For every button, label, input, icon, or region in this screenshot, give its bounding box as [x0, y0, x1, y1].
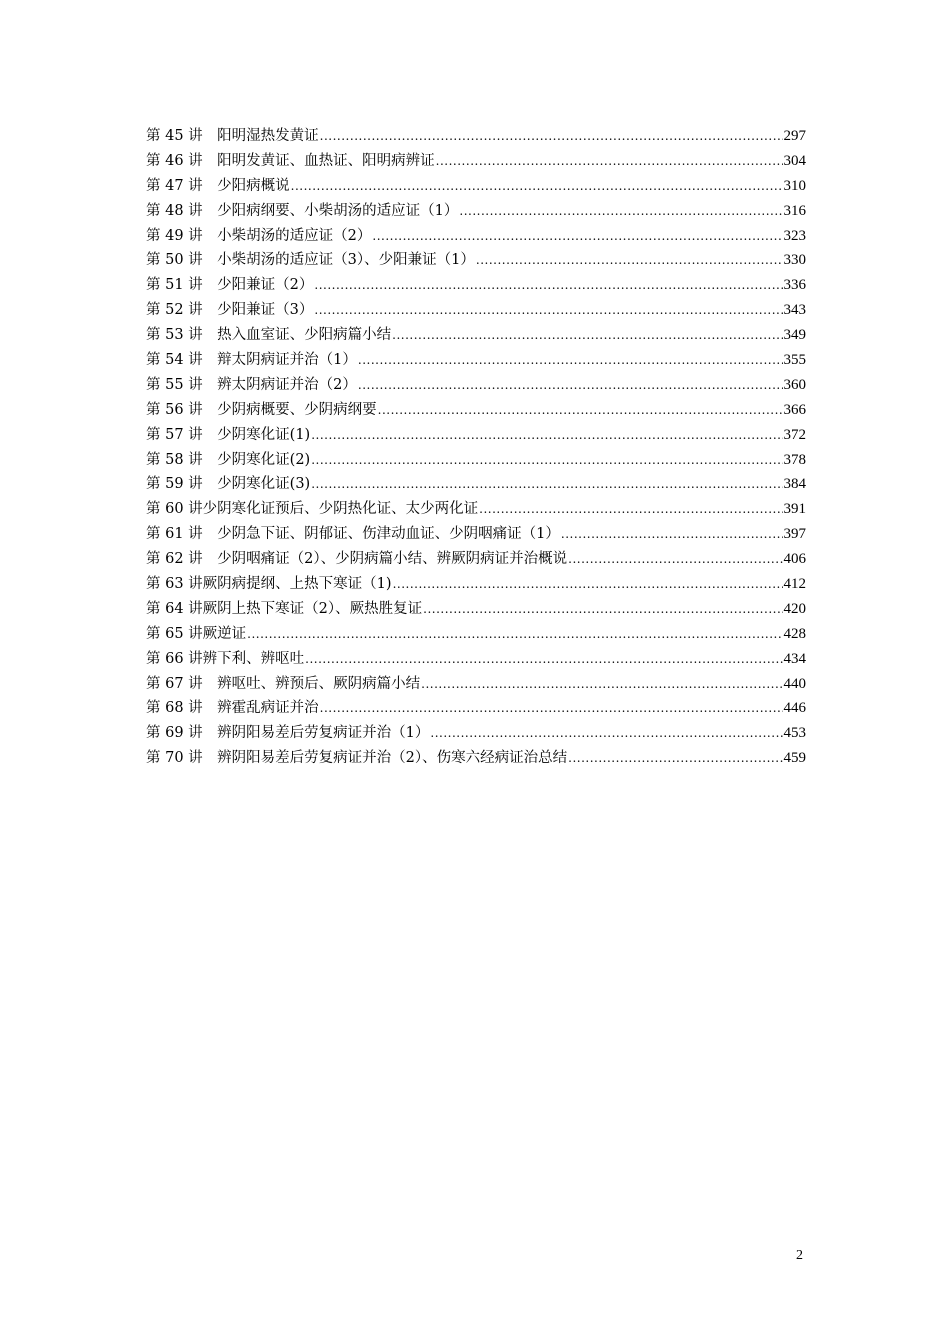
toc-entry-title: 第 48 讲 少阳病纲要、小柴胡汤的适应证（1）	[146, 202, 459, 219]
toc-entry-title: 第 67 讲 辨呕吐、辨预后、厥阴病篇小结	[146, 675, 421, 692]
toc-leader-dots	[358, 348, 783, 373]
toc-entry-title: 第 62 讲 少阴咽痛证（2）、少阴病篇小结、辨厥阴病证并治概说	[146, 551, 568, 568]
toc-entry-title: 第 50 讲 小柴胡汤的适应证（3）、少阳兼证（1）	[146, 252, 475, 269]
toc-leader-dots	[372, 224, 782, 249]
toc-leader-dots	[561, 522, 783, 547]
toc-entry[interactable]	[146, 323, 806, 348]
toc-entry-title: 第 54 讲 辩太阴病证并治（1）	[146, 352, 357, 369]
toc-entry-page: 434	[783, 650, 806, 667]
toc-entry[interactable]	[146, 174, 806, 199]
toc-entry[interactable]	[146, 273, 806, 298]
toc-leader-dots	[320, 696, 783, 721]
toc-leader-dots	[430, 721, 782, 746]
toc-entry[interactable]	[146, 348, 806, 373]
toc-entry[interactable]	[146, 124, 806, 149]
toc-entry-page: 412	[783, 576, 806, 593]
toc-entry[interactable]	[146, 647, 806, 672]
toc-entry-page: 428	[783, 625, 806, 642]
toc-entry-page: 366	[783, 401, 806, 418]
toc-entry-title: 第 46 讲 阳明发黄证、血热证、阳明病辨证	[146, 152, 435, 169]
toc-entry[interactable]	[146, 398, 806, 423]
toc-leader-dots	[247, 622, 782, 647]
toc-entry[interactable]	[146, 472, 806, 497]
toc-entry-page: 397	[783, 526, 806, 543]
toc-entry-page: 384	[783, 476, 806, 493]
toc-entry-title: 第 58 讲 少阴寒化证(2)	[146, 451, 311, 468]
toc-entry-title: 第 61 讲 少阴急下证、阴郁证、伤津动血证、少阴咽痛证（1）	[146, 526, 560, 543]
toc-leader-dots	[314, 298, 782, 323]
toc-entry-page: 420	[783, 600, 806, 617]
toc-entry[interactable]	[146, 721, 806, 746]
toc-entry-page: 330	[783, 252, 806, 269]
toc-entry[interactable]	[146, 373, 806, 398]
toc-entry-title: 第 56 讲 少阴病概要、少阴病纲要	[146, 401, 377, 418]
toc-leader-dots	[423, 597, 782, 622]
toc-leader-dots	[568, 547, 782, 572]
toc-entry[interactable]	[146, 423, 806, 448]
toc-leader-dots	[291, 174, 783, 199]
toc-leader-dots	[314, 273, 782, 298]
toc-entry[interactable]	[146, 224, 806, 249]
toc-leader-dots	[320, 124, 783, 149]
toc-leader-dots	[311, 423, 782, 448]
toc-entry-page: 453	[783, 725, 806, 742]
toc-entry[interactable]	[146, 597, 806, 622]
toc-entry-title: 第 69 讲 辨阴阳易差后劳复病证并治（1）	[146, 725, 430, 742]
toc-leader-dots	[305, 647, 782, 672]
toc-entry-page: 406	[783, 551, 806, 568]
toc-entry-page: 459	[783, 750, 806, 767]
toc-entry[interactable]	[146, 248, 806, 273]
toc-entry-page: 336	[783, 277, 806, 294]
toc-entry-page: 446	[783, 700, 806, 717]
toc-leader-dots	[421, 672, 782, 697]
toc-entry[interactable]	[146, 522, 806, 547]
toc-entry-title: 第 66 讲辨下利、辨呕吐	[146, 650, 305, 667]
toc-entry[interactable]	[146, 746, 806, 771]
toc-entry-page: 355	[783, 352, 806, 369]
toc-entry-page: 343	[783, 302, 806, 319]
toc-entry-title: 第 68 讲 辨霍乱病证并治	[146, 700, 319, 717]
toc-leader-dots	[436, 149, 783, 174]
toc-entry[interactable]	[146, 149, 806, 174]
toc-entry[interactable]	[146, 622, 806, 647]
toc-entry-title: 第 64 讲厥阴上热下寒证（2）、厥热胜复证	[146, 600, 423, 617]
toc-entry-page: 372	[783, 426, 806, 443]
toc-entry-page: 310	[783, 177, 806, 194]
toc-entry[interactable]	[146, 672, 806, 697]
toc-entry-page: 391	[783, 501, 806, 518]
toc-leader-dots	[311, 448, 782, 473]
toc-entry-page: 349	[783, 327, 806, 344]
toc-leader-dots	[358, 373, 783, 398]
toc-entry-title: 第 60 讲少阴寒化证预后、少阴热化证、太少两化证	[146, 501, 479, 518]
toc-entry[interactable]	[146, 199, 806, 224]
toc-leader-dots	[476, 248, 783, 273]
toc-leader-dots	[311, 472, 782, 497]
toc-entry-title: 第 70 讲 辨阴阳易差后劳复病证并治（2）、伤寒六经病证治总结	[146, 750, 568, 767]
toc-entry-page: 323	[783, 227, 806, 244]
toc-entry-title: 第 65 讲厥逆证	[146, 625, 247, 642]
toc-leader-dots	[568, 746, 782, 771]
toc-entry-page: 360	[783, 376, 806, 393]
toc-entry-title: 第 49 讲 小柴胡汤的适应证（2）	[146, 227, 372, 244]
toc-entry-title: 第 63 讲厥阴病提纲、上热下寒证（1)	[146, 576, 392, 593]
toc-entry-title: 第 59 讲 少阴寒化证(3)	[146, 476, 311, 493]
toc-leader-dots	[393, 572, 783, 597]
toc-leader-dots	[459, 199, 782, 224]
toc-entry[interactable]	[146, 696, 806, 721]
table-of-contents	[146, 124, 806, 771]
toc-entry-title: 第 57 讲 少阴寒化证(1)	[146, 426, 311, 443]
toc-entry[interactable]	[146, 572, 806, 597]
toc-entry[interactable]	[146, 497, 806, 522]
toc-entry-page: 378	[783, 451, 806, 468]
toc-entry-title: 第 52 讲 少阳兼证（3）	[146, 302, 314, 319]
toc-entry[interactable]	[146, 448, 806, 473]
toc-entry-title: 第 55 讲 辨太阴病证并治（2）	[146, 376, 357, 393]
toc-entry-page: 440	[783, 675, 806, 692]
toc-entry-title: 第 51 讲 少阳兼证（2）	[146, 277, 314, 294]
toc-entry-title: 第 47 讲 少阳病概说	[146, 177, 290, 194]
toc-entry[interactable]	[146, 298, 806, 323]
page-number: 2	[796, 1248, 803, 1263]
toc-leader-dots	[479, 497, 782, 522]
toc-leader-dots	[392, 323, 782, 348]
toc-entry-page: 297	[783, 128, 806, 144]
toc-entry[interactable]	[146, 547, 806, 572]
toc-entry-title: 第 53 讲 热入血室证、少阳病篇小结	[146, 327, 392, 344]
toc-leader-dots	[378, 398, 783, 423]
toc-entry-page: 316	[783, 202, 806, 219]
toc-entry-title: 第 45 讲 阳明湿热发黄证	[146, 128, 319, 144]
toc-entry-page: 304	[783, 152, 806, 169]
